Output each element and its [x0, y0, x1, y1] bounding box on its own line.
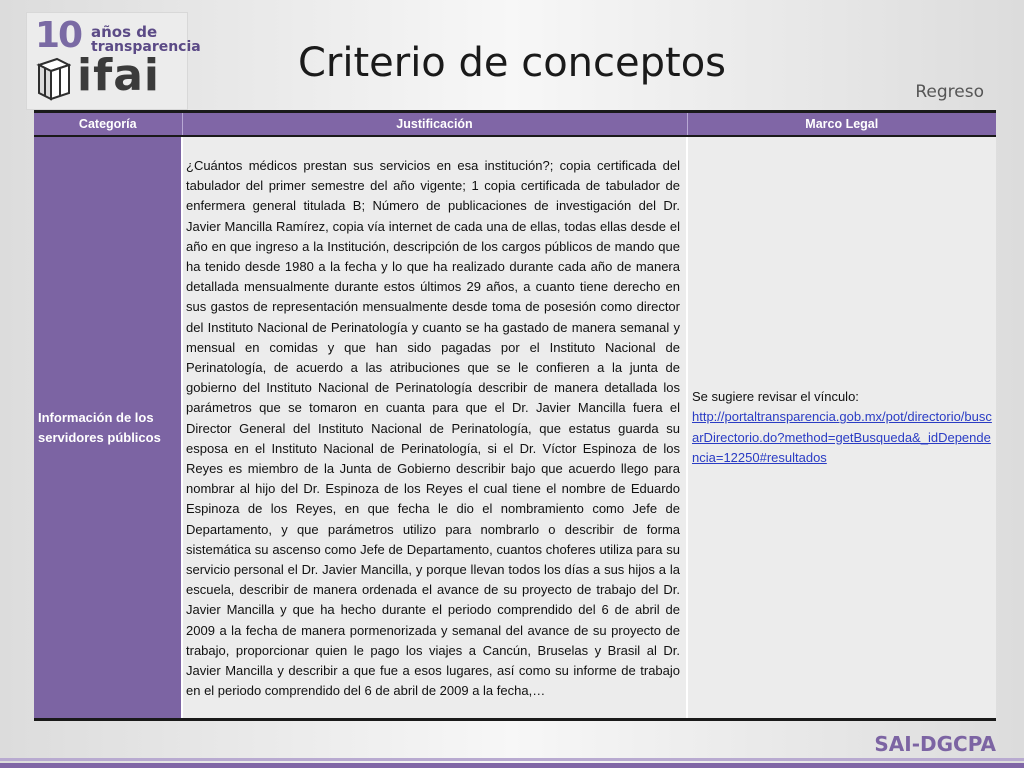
directorio-link[interactable]: http://portaltransparencia.gob.mx/pot/directorio/buscarDirectorio.do?method=getBusqueda&_idDependencia=12250#resultados	[692, 409, 992, 466]
page-title: Criterio de conceptos	[297, 40, 727, 86]
logo-number: 10	[35, 15, 82, 56]
cell-marco-legal	[687, 136, 996, 720]
header-marco-legal: Marco Legal	[687, 112, 996, 137]
header-categoria: Categoría	[34, 112, 182, 137]
footer-brand: SAI-DGCPA	[874, 732, 996, 756]
marco-intro: Se sugiere revisar el vínculo:	[692, 388, 859, 404]
footer-bar-dark	[0, 763, 1024, 768]
cell-justificacion: ¿Cuántos médicos prestan sus servicios en esa institución?; copia certificada del tabulador del primer semestre del año vigente; 1 copia certificada de tabulador de enfermera general titulada B; Número de publicaciones de investigación del Dr. Javier Mancilla Ramírez, copia vía internet de cada una de ellas, todas ellas desde el año en que ingreso a la Institución, descripción de los cargos públicos de mando que ha tenido desde 1980 a la fecha y lo que ha realizado durante cada año de manera detallada mensualmente durante estos últimos 29 años, a cuanto tiene derecho en sus gastos de representación mensualmente desde toma de posesión como director del Instituto Nacional de Perinatología y cuanto se ha gastado de manera semanal y mensual en comidas y que han sido pagadas por el Instituto Nacional de Perinatología, de acuerdo a las atribuciones que se le confieren a la junta de gobierno del Instituto Nacional de Perinatología describir de manera detallada los parámetros que se tomaron en cuanta para que el Dr. Javier Mancilla fuera el Director General del Instituto Nacional de Perinatología, que estatus guarda su esposa en el Instituto Nacional de Perinatología, si el Dr. Víctor Espinoza de los Reyes es miembro de la Junta de Gobierno describir bajo que acuerdo llego para nombrar al hijo del Dr. Espinoza de los Reyes el cual tiene el nombre de Eduardo Espinoza de los Reyes, en que fecha le dio el nombramiento como Jefe de Departamento, y que parámetros utilizo para nombrarlo o describir de forma sistemática su ascenso como Jefe de Departamento, cuantos choferes utiliza para su servicio personal el Dr. Javier Mancilla, y porque llevan todos los días a sus hijos a la escuela, describir de manera ordenada el avance de su proyecto de trabajo del Dr. Javier Mancilla y que ha hecho durante el periodo comprendido del 6 de abril de 2009 a la fecha de manera pormenorizada y semanal del avance de su proyecto de trabajo, proporcionar quien le pago los viajes a Cancún, Bruselas y Brasil al Dr. Javier Mancilla y describir a que fue a esos lugares, así como su informe de trabajo en el periodo comprendido del 6 de abril de 2009 a la fecha,…	[182, 136, 687, 720]
table-row	[34, 136, 996, 720]
footer-bar-light	[0, 758, 1024, 761]
criteria-table	[34, 110, 996, 721]
logo-line-1: años de	[91, 23, 158, 41]
table-header-row	[34, 112, 996, 137]
header-justificacion: Justificación	[182, 112, 687, 137]
cell-categoria: Información de los servidores públicos	[34, 136, 182, 720]
logo-line-2: transparencia	[91, 39, 201, 55]
back-link[interactable]: Regreso	[915, 82, 984, 102]
logo-brand: ifai	[77, 50, 160, 101]
